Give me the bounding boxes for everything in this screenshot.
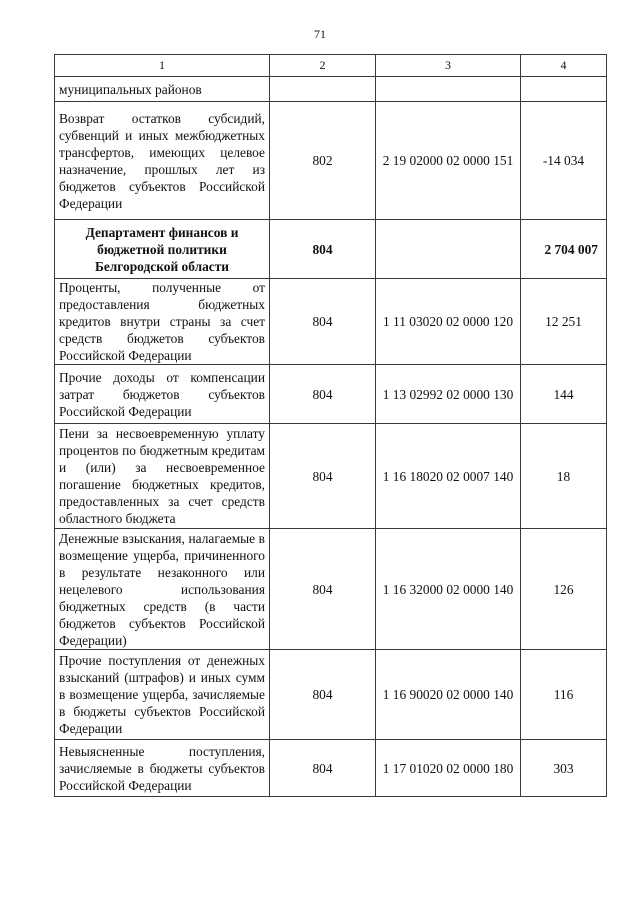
row-budget-code: 2 19 02000 02 0000 151 xyxy=(376,102,521,220)
department-total-amount: 2 704 007 xyxy=(521,220,607,279)
row-budget-code: 1 16 90020 02 0000 140 xyxy=(376,650,521,740)
page-number: 71 xyxy=(314,27,326,41)
row-budget-code: 1 16 32000 02 0000 140 xyxy=(376,529,521,650)
row-admin-code: 804 xyxy=(270,279,376,365)
row-amount: 126 xyxy=(521,529,607,650)
row-budget-code: 1 13 02992 02 0000 130 xyxy=(376,365,521,424)
department-name: Департамент финансов и бюджетной политики Белгородской области xyxy=(55,220,270,279)
row-description: Прочие доходы от компенсации затрат бюджетов субъектов Российской Федерации xyxy=(55,365,270,424)
table-row-department xyxy=(55,220,607,279)
table-row xyxy=(55,424,607,529)
row-admin-code: 804 xyxy=(270,424,376,529)
column-header-3: 3 xyxy=(376,55,521,77)
row-budget-code xyxy=(376,77,521,102)
row-description: Пени за несвоевременную уплату процентов по бюджетным кредитам и (или) за несвоевременное погашение бюджетных кредитов, предоставленных за счет средств областного бюджета xyxy=(55,424,270,529)
row-admin-code: 804 xyxy=(270,650,376,740)
table-header-row xyxy=(55,55,607,77)
row-description: Прочие поступления от денежных взысканий (штрафов) и иных сумм в возмещение ущерба, зачисляемые в бюджеты субъектов Российской Федерации xyxy=(55,650,270,740)
row-amount: 12 251 xyxy=(521,279,607,365)
table-row xyxy=(55,279,607,365)
row-amount: 116 xyxy=(521,650,607,740)
table-row xyxy=(55,77,607,102)
row-admin-code: 804 xyxy=(270,365,376,424)
row-budget-code: 1 11 03020 02 0000 120 xyxy=(376,279,521,365)
column-header-1: 1 xyxy=(55,55,270,77)
row-description: Денежные взыскания, налагаемые в возмещение ущерба, причиненного в результате незаконного или нецелевого использования бюджетных средств (в части бюджетов субъектов Российской Федерации) xyxy=(55,529,270,650)
row-admin-code: 804 xyxy=(270,529,376,650)
row-admin-code: 804 xyxy=(270,740,376,797)
row-amount xyxy=(521,77,607,102)
budget-revenue-table xyxy=(54,54,607,797)
table-row xyxy=(55,529,607,650)
row-admin-code xyxy=(270,77,376,102)
row-description: Возврат остатков субсидий, субвенций и иных межбюджетных трансфертов, имеющих целевое назначение, прошлых лет из бюджетов субъектов Российской Федерации xyxy=(55,102,270,220)
row-budget-code: 1 16 18020 02 0007 140 xyxy=(376,424,521,529)
column-header-4: 4 xyxy=(521,55,607,77)
row-amount: -14 034 xyxy=(521,102,607,220)
row-amount: 144 xyxy=(521,365,607,424)
table-row xyxy=(55,102,607,220)
column-header-2: 2 xyxy=(270,55,376,77)
table-row xyxy=(55,650,607,740)
row-budget-code xyxy=(376,220,521,279)
row-description: муниципальных районов xyxy=(55,77,270,102)
table-row xyxy=(55,740,607,797)
row-budget-code: 1 17 01020 02 0000 180 xyxy=(376,740,521,797)
row-admin-code: 804 xyxy=(270,220,376,279)
row-description: Невыясненные поступления, зачисляемые в бюджеты субъектов Российской Федерации xyxy=(55,740,270,797)
row-amount: 303 xyxy=(521,740,607,797)
row-amount: 18 xyxy=(521,424,607,529)
row-admin-code: 802 xyxy=(270,102,376,220)
row-description: Проценты, полученные от предоставления бюджетных кредитов внутри страны за счет средств бюджетов субъектов Российской Федерации xyxy=(55,279,270,365)
table-row xyxy=(55,365,607,424)
